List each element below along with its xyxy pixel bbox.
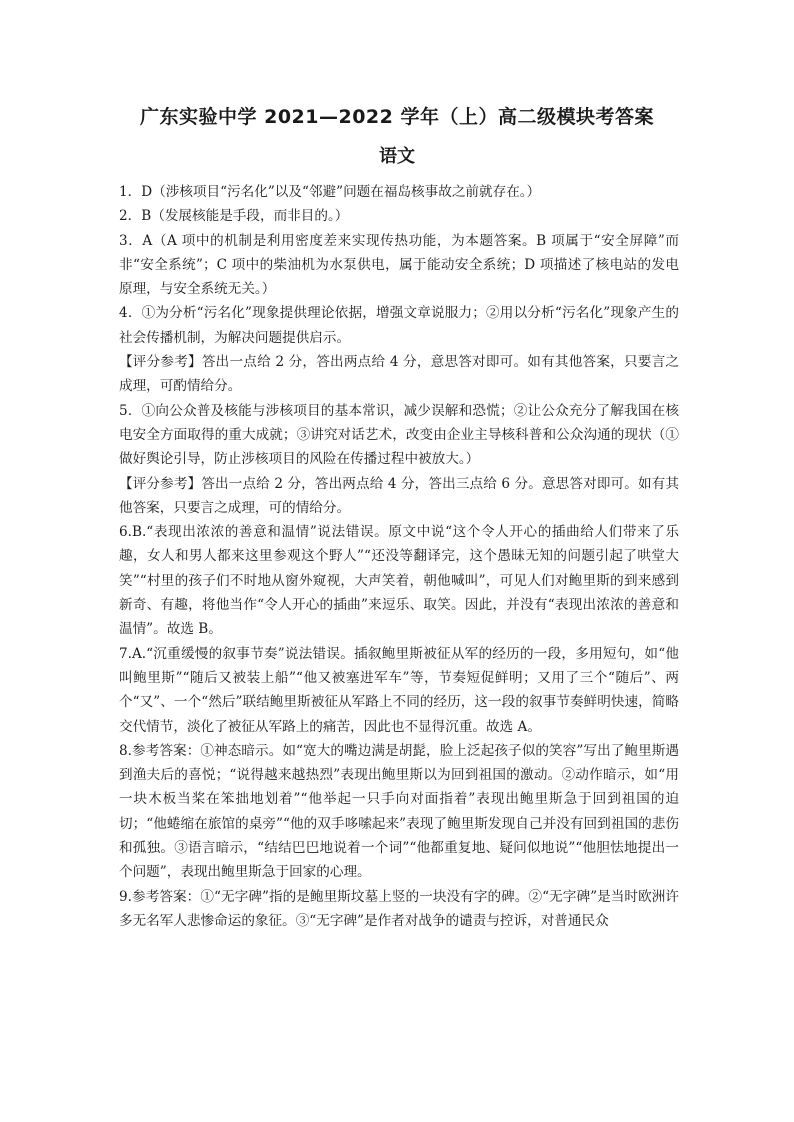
answer-6: 6.B.“表现出浓浓的善意和温情”说法错误。原文中说“这个令人开心的插曲给人们带来了乐趣，女人和男人都来这里参观这个野人”“还没等翻译完，这个愚昧无知的问题引起了哄堂大笑”“村里的孩子们不时地从窗外窥视，大声笑着，朝他喊叫”，可见人们对鲍里斯的到来感到新奇、有趣，将他当作“令人开心的插曲”来逗乐、取笑。因此，并没有“表现出浓浓的善意和温情”。故选 B。 [119, 524, 679, 638]
scoring-note-4: 【评分参考】答出一点给 2 分，答出两点给 4 分，意思答对即可。如有其他答案，只要言之成理，可酌情给分。 [119, 354, 679, 395]
answer-5: 5．①向公众普及核能与涉核项目的基本常识，减少误解和恐慌；②让公众充分了解我国在核电安全方面取得的重大成就；③讲究对话艺术，改变由企业主导核科普和公众沟通的现状（①做好舆论引导，防止涉核项目的风险在传播过程中被放大。） [119, 402, 679, 468]
answer-9: 9.参考答案：①“无字碑”指的是鲍里斯坟墓上竖的一块没有字的碑。②“无字碑”是当时欧洲许多无名军人悲惨命运的象征。③“无字碑”是作者对战争的谴责与控诉，对普通民众 [119, 888, 679, 929]
page-title: 广东实验中学 2021—2022 学年（上）高二级模块考答案 [140, 106, 654, 128]
answer-8: 8.参考答案：①神态暗示。如“宽大的嘴边满是胡髭，脸上泛起孩子似的笑容”写出了鲍里斯遇到渔夫后的喜悦；“说得越来越热烈”表现出鲍里斯以为回到祖国的激动。②动作暗示，如“用一块木板当桨在笨拙地划着”“他举起一只手向对面指着”表现出鲍里斯急于回到祖国的迫切；“他蜷缩在旅馆的桌旁”“他的双手哆嗦起来”表现了鲍里斯发现自己并没有回到祖国的悲伤和孤独。③语言暗示，“结结巴巴地说着一个词”“他都重复地、疑问似地说”“他胆怯地提出一个问题”，表现出鲍里斯急于回家的心理。 [119, 742, 679, 881]
subject-heading: 语文 [379, 146, 415, 167]
answer-3: 3．A（A 项中的机制是利用密度差来实现传热功能，为本题答案。B 项属于“安全屏障”而非“安全系统”；C 项中的柴油机为水泵供电，属于能动安全系统；D 项描述了核电站的发电原理，与安全系统无关。） [119, 232, 679, 298]
answer-1: 1．D（涉核项目“污名化”以及“邻避”问题在福岛核事故之前就存在。） [119, 184, 541, 200]
answer-2: 2．B（发展核能是手段，而非目的。） [119, 208, 349, 225]
answer-7: 7.A.“沉重缓慢的叙事节奏”说法错误。插叙鲍里斯被征从军的经历的一段，多用短句，如“他叫鲍里斯”“随后又被装上船”“他又被塞进军车”等，节奏短促鲜明；又用了三个“随后”、两个“又”、一个“然后”联结鲍里斯被征从军路上不同的经历，这一段的叙事节奏鲜明快速，简略交代情节，淡化了被征从军路上的痛苦，因此也不显得沉重。故选 A。 [119, 645, 679, 735]
scoring-note-5: 【评分参考】答出一点给 2 分，答出两点给 4 分，答出三点给 6 分。意思答对即可。如有其他答案，只要言之成理，可的情给分。 [119, 475, 679, 516]
answer-body [119, 180, 679, 933]
answer-4: 4．①为分析“污名化”现象提供理论依据，增强文章说服力；②用以分析“污名化”现象产生的社会传播机制，为解决问题提供启示。 [119, 305, 679, 346]
